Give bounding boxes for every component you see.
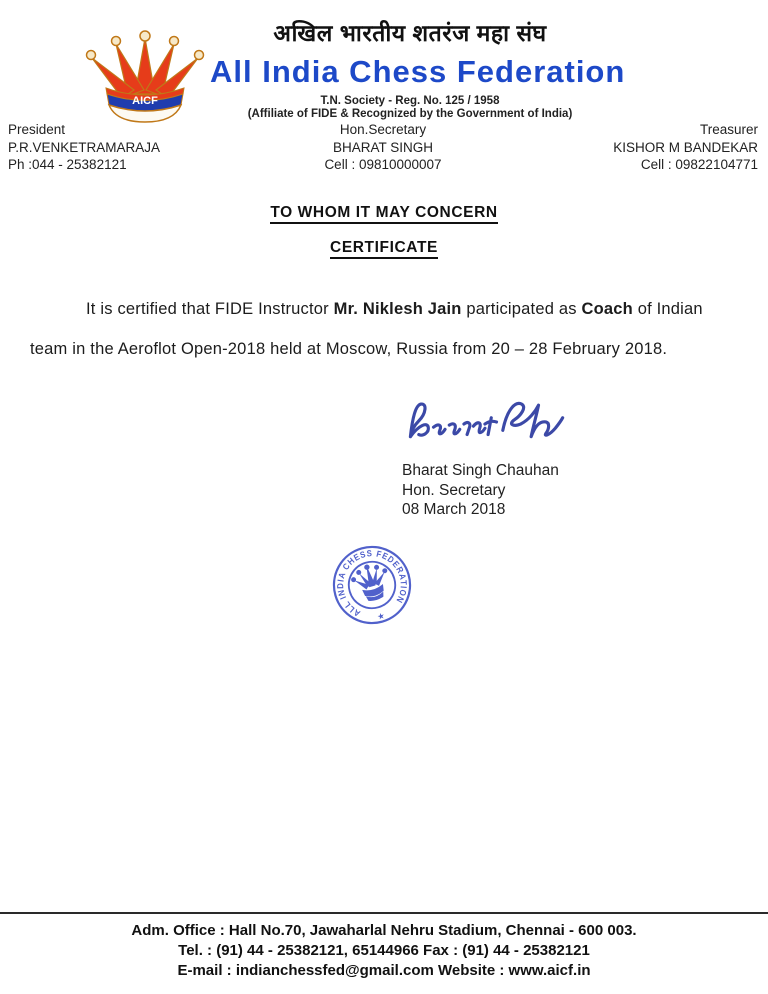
aicf-round-stamp bbox=[314, 534, 430, 636]
body-part3: of Indian team in the Aeroflot Open-2018 held at Moscow, Russia from 20 – 28 February 2018. bbox=[30, 300, 703, 358]
org-name-english: All India Chess Federation bbox=[210, 54, 626, 89]
official-treasurer bbox=[508, 121, 758, 174]
treasurer-contact: Cell : 09822104771 bbox=[640, 157, 758, 172]
stamp-icon bbox=[314, 534, 430, 636]
treasurer-title: Treasurer bbox=[699, 122, 758, 137]
footer bbox=[0, 921, 768, 981]
secretary-contact: Cell : 09810000007 bbox=[324, 157, 442, 172]
footer-email-web: E-mail : indianchessfed@gmail.com Website : www.aicf.in bbox=[177, 962, 591, 979]
stamp-ring-text: ALL INDIA CHESS FEDERATION bbox=[335, 548, 409, 619]
aicf-crown-logo bbox=[82, 28, 208, 124]
treasurer-name: KISHOR M BANDEKAR bbox=[613, 139, 758, 155]
president-title: President bbox=[8, 122, 66, 137]
certificate-body bbox=[30, 289, 742, 369]
signature-date: 08 March 2018 bbox=[402, 501, 506, 518]
person-name: Mr. Niklesh Jain bbox=[333, 300, 462, 318]
heading-to-whom: TO WHOM IT MAY CONCERN bbox=[0, 204, 768, 222]
logo-acronym-text: AICF bbox=[132, 95, 158, 107]
footer-address: Adm. Office : Hall No.70, Jawaharlal Nehru Stadium, Chennai - 600 003. bbox=[131, 922, 637, 939]
footer-phone: Tel. : (91) 44 - 25382121, 65144966 Fax : (91) 44 - 25382121 bbox=[178, 942, 590, 959]
signatory-title: Hon. Secretary bbox=[402, 481, 506, 499]
officials-row bbox=[8, 121, 758, 174]
crown-icon bbox=[82, 28, 208, 124]
org-affiliation: (Affiliate of FIDE & Recognized by the Government of India) bbox=[247, 108, 573, 120]
org-name-hindi: अखिल भारतीय शतरंज महा संघ bbox=[273, 20, 547, 46]
letterhead-text bbox=[210, 16, 626, 120]
secretary-name: BHARAT SINGH bbox=[332, 139, 434, 155]
org-registration: T.N. Society - Reg. No. 125 / 1958 bbox=[320, 95, 500, 107]
secretary-title: Hon.Secretary bbox=[339, 122, 427, 137]
official-president bbox=[8, 121, 258, 174]
official-secretary bbox=[258, 121, 508, 174]
stamp-star: ★ bbox=[375, 610, 386, 622]
role-coach: Coach bbox=[581, 300, 633, 318]
body-part2: participated as bbox=[461, 300, 582, 318]
footer-divider bbox=[0, 912, 768, 914]
heading-certificate: CERTIFICATE bbox=[0, 239, 768, 257]
president-name: P.R.VENKETRAMARAJA bbox=[8, 139, 161, 155]
signatory-name: Bharat Singh Chauhan bbox=[402, 462, 559, 479]
body-part1: It is certified that FIDE Instructor bbox=[86, 300, 334, 318]
signature-image bbox=[402, 392, 570, 454]
president-contact: Ph :044 - 25382121 bbox=[8, 157, 127, 172]
signatory-block bbox=[402, 461, 559, 520]
